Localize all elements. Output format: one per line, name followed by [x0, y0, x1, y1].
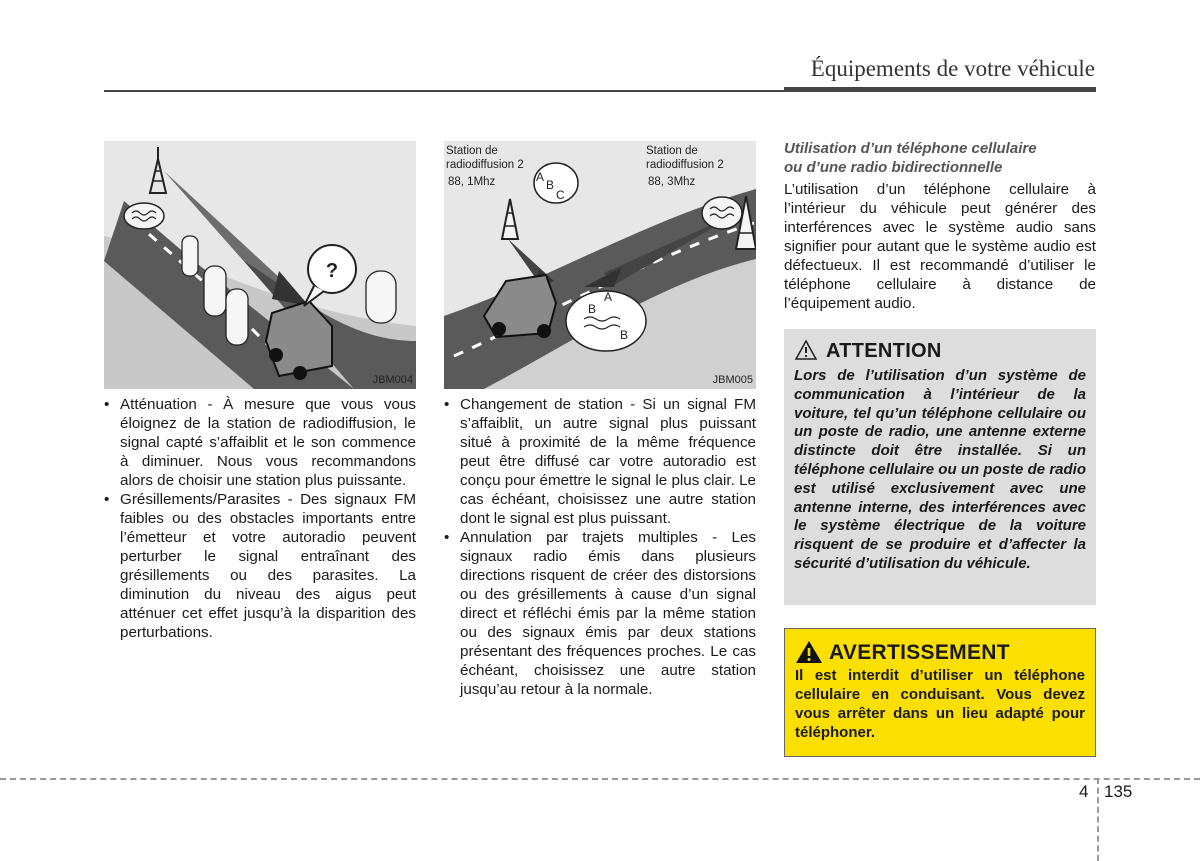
header-divider	[104, 90, 784, 92]
figure-code: JBM004	[372, 374, 413, 386]
bubble-top-letter-a: A	[536, 170, 545, 184]
column-2-text	[444, 395, 756, 699]
question-speech-bubble	[304, 245, 356, 306]
caution-triangle-icon	[794, 339, 818, 361]
footer-divider	[0, 778, 1200, 780]
transmitter-tower-left-icon	[502, 199, 518, 239]
transmitter-tower-icon	[150, 147, 166, 193]
warning-title: AVERTISSEMENT	[829, 641, 1010, 664]
chapter-number: 4	[1079, 782, 1089, 801]
attention-body: Lors de l’utilisation d’un système de communication à l’intérieur de la voiture, tel qu’un téléphone cellulaire ou un poste de radio, une antenne externe distincte doit être installée. Si un téléphone cellulaire ou un poste de radio est utilisé exclusivement avec une antenne interne, des interférences avec le système électrique de la voiture risquent de se produire et d’affecter la sécurité d’utilisation du véhicule.	[794, 367, 1086, 572]
station-left-line2: radiodiffusion 2	[446, 159, 524, 171]
station-right-line2: radiodiffusion 2	[646, 159, 724, 171]
bubble-bottom-letter-b2: B	[620, 328, 629, 342]
station-right-frequency: 88, 3Mhz	[648, 176, 696, 188]
bubble-bottom-letter-b: B	[588, 302, 597, 316]
bullet-attenuation: • Atténuation - À mesure que vous vous éloignez de la station de radiodiffusion, le signal capté s’affaiblit et le son commence à diminuer. Nous vous recommandons alors de choisir une station plus puissante.	[104, 395, 416, 490]
column-1-text	[104, 395, 416, 642]
header-divider-accent	[784, 87, 1096, 92]
warning-box	[784, 628, 1096, 757]
section-heading-line2: ou d’une radio bidirectionnelle	[784, 159, 1003, 176]
bubble-question-mark: ?	[325, 260, 339, 282]
warning-body: Il est interdit d’utiliser un téléphone cellulaire en conduisant. Vous devez vous arrêter dans un lieu adapté pour téléphoner.	[795, 667, 1085, 741]
section-heading	[784, 139, 1096, 177]
figure-attenuation	[104, 141, 416, 389]
footer-vertical-divider	[1097, 778, 1099, 861]
bullet-list	[104, 395, 416, 642]
figure-station-change	[444, 141, 756, 389]
station-right-line1: Station de	[646, 145, 698, 157]
station-left-line1: Station de	[446, 145, 498, 157]
car-icon	[484, 275, 556, 338]
section-heading-line1: Utilisation d’un téléphone cellulaire	[784, 140, 1037, 157]
figure-code: JBM005	[712, 374, 753, 386]
bullet-static-noise: • Grésillements/Parasites - Des signaux FM faibles ou des obstacles importants entre l’émetteur et votre autoradio peuvent perturber le signal entraînant des grésillements ou des parasites. La diminution du niveau des aigus peut atténuer cet effet jusqu’à la disparition des perturbations.	[104, 490, 416, 642]
bullet-station-change: • Changement de station - Si un signal FM s’affaiblit, un autre signal plus puissant situé à proximité de la même fréquence peut être diffusé car votre autoradio est conçu pour émettre le signal le plus clair. Le cas échéant, choisissez une autre station dont le signal est plus puissant.	[444, 395, 756, 528]
page-header-title: Équipements de votre véhicule	[810, 56, 1095, 81]
bullet-list	[444, 395, 756, 699]
bullet-multipath-cancellation: • Annulation par trajets multiples - Les signaux radio émis dans plusieurs directions risquent de créer des distorsions ou des grésillements à cause d’un signal direct et réfléchi émis par la même station ou des signaux émis par deux stations présentant des fréquences proches. Le cas échéant, choisissez une autre station jusqu’au retour à la normale.	[444, 528, 756, 699]
bubble-top-letter-c: C	[556, 188, 565, 202]
bubble-top-letter-b: B	[546, 178, 555, 192]
station-right-label	[646, 144, 724, 189]
page-number: 135	[1104, 782, 1133, 801]
station-left-label	[446, 144, 524, 189]
attention-title: ATTENTION	[826, 340, 942, 362]
section-paragraph: L’utilisation d’un téléphone cellulaire à l’intérieur du véhicule peut générer des interférences avec le système audio sans signifier pour autant que le système audio est défectueux. Il est recommandé d’utiliser le téléphone cellulaire à distance de l’équipement audio.	[784, 181, 1096, 312]
bubble-bottom-letter-a: A	[604, 290, 613, 304]
station-left-frequency: 88, 1Mhz	[448, 176, 496, 188]
warning-triangle-icon	[795, 640, 823, 664]
figure-attenuation-illustration	[104, 141, 416, 389]
attention-box	[784, 329, 1096, 605]
